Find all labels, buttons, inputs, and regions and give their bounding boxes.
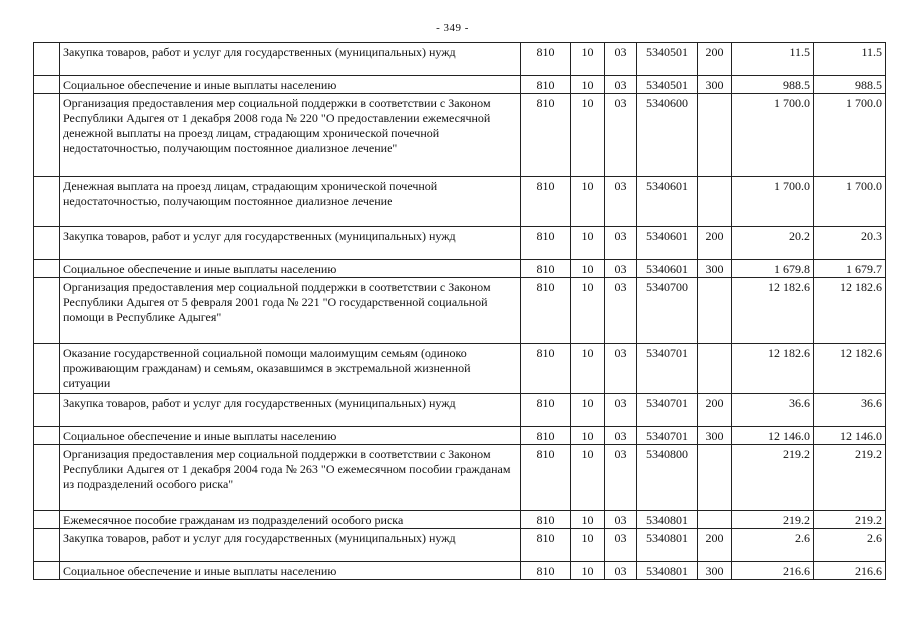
- row-marker-cell: [34, 94, 60, 177]
- row-sum-2: 219.2: [814, 511, 886, 529]
- row-sum-1: 12 146.0: [732, 427, 814, 445]
- row-pr: 03: [605, 344, 637, 394]
- row-rz: 10: [571, 529, 605, 562]
- row-ved: 810: [521, 511, 571, 529]
- row-rz: 10: [571, 427, 605, 445]
- row-ved: 810: [521, 529, 571, 562]
- row-name: Оказание государственной социальной помощи малоимущим семьям (одиноко проживающим гражданам) и семьям, оказавшимся в экстремальной жизненной ситуации: [60, 344, 521, 394]
- row-name: Закупка товаров, работ и услуг для государственных (муниципальных) нужд: [60, 529, 521, 562]
- row-vr: 300: [698, 260, 732, 278]
- row-marker-cell: [34, 76, 60, 94]
- table-row: [34, 529, 886, 562]
- row-rz: 10: [571, 76, 605, 94]
- row-sum-1: 219.2: [732, 511, 814, 529]
- row-sum-2: 20.3: [814, 227, 886, 260]
- row-pr: 03: [605, 177, 637, 227]
- row-sum-1: 1 679.8: [732, 260, 814, 278]
- row-sum-1: 219.2: [732, 445, 814, 511]
- row-rz: 10: [571, 344, 605, 394]
- row-sum-1: 36.6: [732, 394, 814, 427]
- row-sum-1: 988.5: [732, 76, 814, 94]
- row-name: Организация предоставления мер социальной поддержки в соответствии с Законом Республики Адыгея от 1 декабря 2004 года № 263 "О ежемесячном пособии гражданам из подразделений особого риска": [60, 445, 521, 511]
- row-sum-2: 1 679.7: [814, 260, 886, 278]
- row-sum-2: 2.6: [814, 529, 886, 562]
- row-marker-cell: [34, 43, 60, 76]
- row-pr: 03: [605, 427, 637, 445]
- table-row: [34, 260, 886, 278]
- row-csr: 5340700: [637, 278, 698, 344]
- row-ved: 810: [521, 344, 571, 394]
- row-sum-1: 1 700.0: [732, 177, 814, 227]
- table-row: [34, 43, 886, 76]
- page-number: - 349 -: [436, 22, 469, 34]
- row-ved: 810: [521, 562, 571, 580]
- row-ved: 810: [521, 278, 571, 344]
- row-rz: 10: [571, 260, 605, 278]
- row-sum-2: 12 182.6: [814, 278, 886, 344]
- row-vr: 200: [698, 227, 732, 260]
- row-sum-1: 2.6: [732, 529, 814, 562]
- row-rz: 10: [571, 394, 605, 427]
- row-pr: 03: [605, 529, 637, 562]
- row-vr: [698, 511, 732, 529]
- row-pr: 03: [605, 278, 637, 344]
- row-pr: 03: [605, 511, 637, 529]
- row-ved: 810: [521, 260, 571, 278]
- row-csr: 5340801: [637, 511, 698, 529]
- budget-table: [33, 42, 886, 580]
- row-csr: 5340801: [637, 562, 698, 580]
- row-name: Закупка товаров, работ и услуг для государственных (муниципальных) нужд: [60, 43, 521, 76]
- table-row: [34, 427, 886, 445]
- row-csr: 5340701: [637, 427, 698, 445]
- row-pr: 03: [605, 94, 637, 177]
- row-name: Закупка товаров, работ и услуг для государственных (муниципальных) нужд: [60, 394, 521, 427]
- row-sum-2: 988.5: [814, 76, 886, 94]
- row-vr: 300: [698, 76, 732, 94]
- row-pr: 03: [605, 394, 637, 427]
- row-marker-cell: [34, 394, 60, 427]
- table-row: [34, 278, 886, 344]
- row-sum-2: 219.2: [814, 445, 886, 511]
- row-sum-1: 216.6: [732, 562, 814, 580]
- row-sum-2: 216.6: [814, 562, 886, 580]
- row-sum-1: 12 182.6: [732, 278, 814, 344]
- table-row: [34, 177, 886, 227]
- row-csr: 5340701: [637, 344, 698, 394]
- table-row: [34, 394, 886, 427]
- row-vr: 200: [698, 43, 732, 76]
- row-vr: 300: [698, 562, 732, 580]
- row-name: Денежная выплата на проезд лицам, страдающим хронической почечной недостаточностью, получающим постоянное диализное лечение: [60, 177, 521, 227]
- row-vr: [698, 177, 732, 227]
- row-marker-cell: [34, 562, 60, 580]
- row-marker-cell: [34, 445, 60, 511]
- table-row: [34, 344, 886, 394]
- row-csr: 5340800: [637, 445, 698, 511]
- row-sum-1: 11.5: [732, 43, 814, 76]
- row-vr: 200: [698, 394, 732, 427]
- row-ved: 810: [521, 76, 571, 94]
- row-marker-cell: [34, 260, 60, 278]
- row-name: Социальное обеспечение и иные выплаты населению: [60, 427, 521, 445]
- row-rz: 10: [571, 562, 605, 580]
- row-marker-cell: [34, 344, 60, 394]
- row-marker-cell: [34, 529, 60, 562]
- row-sum-2: 1 700.0: [814, 177, 886, 227]
- row-csr: 5340601: [637, 177, 698, 227]
- row-pr: 03: [605, 260, 637, 278]
- row-name: Ежемесячное пособие гражданам из подразделений особого риска: [60, 511, 521, 529]
- row-sum-1: 12 182.6: [732, 344, 814, 394]
- row-name: Организация предоставления мер социальной поддержки в соответствии с Законом Республики Адыгея от 5 февраля 2001 года № 221 "О государственной социальной помощи в Республике Адыгея": [60, 278, 521, 344]
- row-csr: 5340501: [637, 43, 698, 76]
- row-csr: 5340601: [637, 260, 698, 278]
- row-ved: 810: [521, 394, 571, 427]
- row-pr: 03: [605, 562, 637, 580]
- row-marker-cell: [34, 511, 60, 529]
- row-pr: 03: [605, 227, 637, 260]
- row-marker-cell: [34, 278, 60, 344]
- row-ved: 810: [521, 177, 571, 227]
- row-marker-cell: [34, 227, 60, 260]
- row-name: Закупка товаров, работ и услуг для государственных (муниципальных) нужд: [60, 227, 521, 260]
- row-ved: 810: [521, 427, 571, 445]
- table-body: [34, 43, 886, 580]
- row-rz: 10: [571, 227, 605, 260]
- table-row: [34, 76, 886, 94]
- table-row: [34, 445, 886, 511]
- row-sum-1: 1 700.0: [732, 94, 814, 177]
- row-sum-2: 12 182.6: [814, 344, 886, 394]
- row-name: Организация предоставления мер социальной поддержки в соответствии с Законом Республики Адыгея от 1 декабря 2008 года № 220 "О предоставлении ежемесячной денежной выплаты на проезд лицам, страдающим хронической почечной недостаточностью, получающим постоянное диализное лечение": [60, 94, 521, 177]
- row-sum-2: 1 700.0: [814, 94, 886, 177]
- row-pr: 03: [605, 76, 637, 94]
- row-vr: [698, 278, 732, 344]
- row-ved: 810: [521, 43, 571, 76]
- row-csr: 5340701: [637, 394, 698, 427]
- row-rz: 10: [571, 94, 605, 177]
- row-name: Социальное обеспечение и иные выплаты населению: [60, 562, 521, 580]
- row-csr: 5340601: [637, 227, 698, 260]
- row-rz: 10: [571, 278, 605, 344]
- row-vr: 200: [698, 529, 732, 562]
- row-csr: 5340801: [637, 529, 698, 562]
- table-row: [34, 562, 886, 580]
- row-sum-2: 11.5: [814, 43, 886, 76]
- row-name: Социальное обеспечение и иные выплаты населению: [60, 76, 521, 94]
- row-csr: 5340501: [637, 76, 698, 94]
- row-vr: [698, 344, 732, 394]
- row-marker-cell: [34, 427, 60, 445]
- row-name: Социальное обеспечение и иные выплаты населению: [60, 260, 521, 278]
- row-sum-2: 36.6: [814, 394, 886, 427]
- row-rz: 10: [571, 43, 605, 76]
- row-ved: 810: [521, 227, 571, 260]
- row-sum-2: 12 146.0: [814, 427, 886, 445]
- row-rz: 10: [571, 445, 605, 511]
- row-csr: 5340600: [637, 94, 698, 177]
- table-row: [34, 94, 886, 177]
- row-pr: 03: [605, 445, 637, 511]
- row-vr: [698, 445, 732, 511]
- row-vr: [698, 94, 732, 177]
- row-ved: 810: [521, 94, 571, 177]
- row-rz: 10: [571, 511, 605, 529]
- row-ved: 810: [521, 445, 571, 511]
- row-vr: 300: [698, 427, 732, 445]
- row-pr: 03: [605, 43, 637, 76]
- table-row: [34, 511, 886, 529]
- table-row: [34, 227, 886, 260]
- row-marker-cell: [34, 177, 60, 227]
- row-rz: 10: [571, 177, 605, 227]
- row-sum-1: 20.2: [732, 227, 814, 260]
